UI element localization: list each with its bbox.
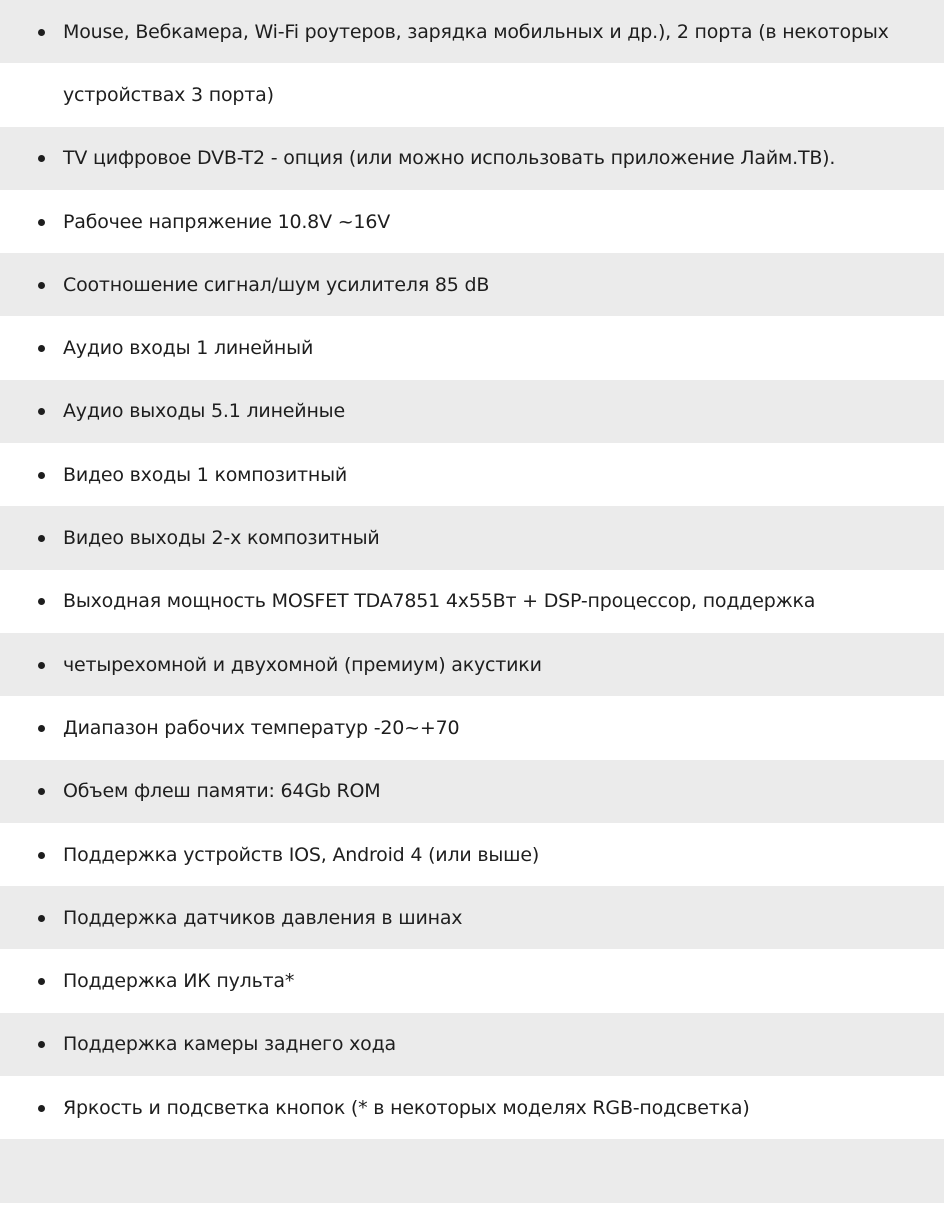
list-item-text: Выходная мощность MOSFET TDA7851 4x55Вт + DSP-процессор, поддержка <box>63 590 816 613</box>
empty-row <box>0 1139 944 1203</box>
list-item-text: TV цифровое DVB-T2 - опция (или можно использовать приложение Лайм.ТВ). <box>63 147 836 170</box>
list-item-text: Поддержка устройств IOS, Android 4 (или выше) <box>63 843 540 866</box>
list-item-text: Диапазон рабочих температур -20~+70 <box>63 716 460 739</box>
list-item-text: Видео входы 1 композитный <box>63 463 348 486</box>
list-item <box>0 696 944 759</box>
list-item-text: четырехомной и двухомной (премиум) акустики <box>63 653 542 676</box>
bullet-icon <box>38 915 45 922</box>
list-item <box>0 190 944 253</box>
bullet-icon <box>38 852 45 859</box>
list-item <box>0 316 944 379</box>
list-item <box>0 949 944 1012</box>
list-item-text: Mouse, Вебкамера, Wi-Fi роутеров, зарядка мобильных и др.), 2 порта (в некоторых <box>63 20 889 43</box>
list-item-text: Яркость и подсветка кнопок (* в некоторых моделях RGB-подсветка) <box>63 1096 750 1119</box>
bullet-icon <box>38 978 45 985</box>
list-item <box>0 63 944 126</box>
list-item-text: Соотношение сигнал/шум усилителя 85 dB <box>63 273 490 296</box>
bullet-icon <box>38 1041 45 1048</box>
bullet-icon <box>38 662 45 669</box>
list-item-text: Поддержка камеры заднего хода <box>63 1033 396 1056</box>
bullet-icon <box>38 725 45 732</box>
list-item <box>0 886 944 949</box>
list-item <box>0 443 944 506</box>
bullet-icon <box>38 472 45 479</box>
list-item <box>0 506 944 569</box>
bullet-icon <box>38 788 45 795</box>
bullet-icon <box>38 219 45 226</box>
bullet-icon <box>38 535 45 542</box>
list-item <box>0 1076 944 1139</box>
bullet-icon <box>38 408 45 415</box>
list-item <box>0 1013 944 1076</box>
list-item-text: Рабочее напряжение 10.8V ~16V <box>63 210 391 233</box>
list-item-text: Аудио выходы 5.1 линейные <box>63 400 345 423</box>
list-item-text: Поддержка датчиков давления в шинах <box>63 906 463 929</box>
list-item <box>0 0 944 63</box>
list-item <box>0 760 944 823</box>
list-item <box>0 380 944 443</box>
list-item-text: Поддержка ИК пульта* <box>63 970 295 993</box>
bullet-icon <box>38 282 45 289</box>
list-item <box>0 127 944 190</box>
bullet-icon <box>38 598 45 605</box>
bullet-icon <box>38 29 45 36</box>
list-item-text: Объем флеш памяти: 64Gb ROM <box>63 780 381 803</box>
list-item-text: Аудио входы 1 линейный <box>63 337 314 360</box>
list-item-text: Видео выходы 2-х композитный <box>63 527 380 550</box>
bullet-icon <box>38 1105 45 1112</box>
list-item <box>0 570 944 633</box>
list-item <box>0 633 944 696</box>
list-item <box>0 823 944 886</box>
list-item <box>0 253 944 316</box>
list-item-text: устройствах 3 порта) <box>63 83 274 106</box>
bullet-icon <box>38 155 45 162</box>
bullet-icon <box>38 345 45 352</box>
